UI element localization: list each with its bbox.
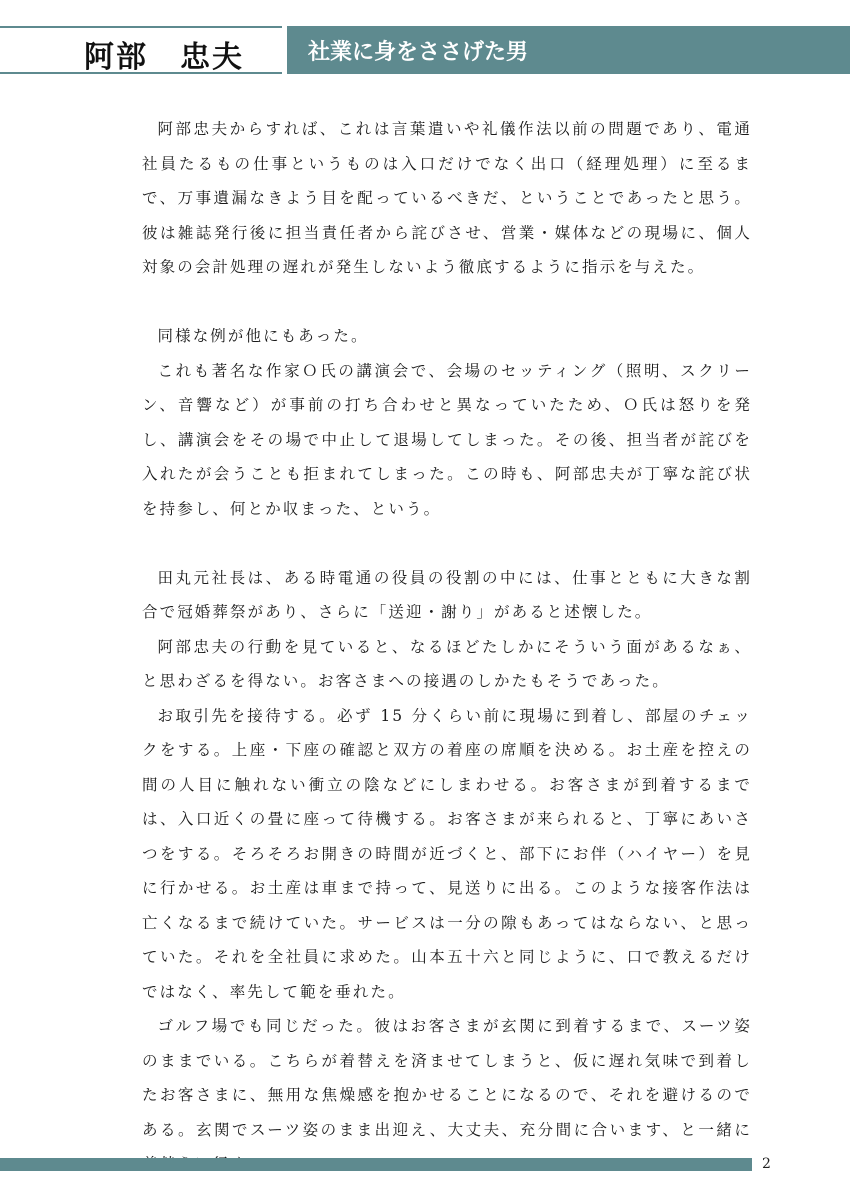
author-name: 阿部 忠夫 [84, 40, 244, 75]
paragraph-gap [142, 526, 752, 561]
chapter-title: 社業に身をささげた男 [308, 40, 529, 65]
author-name-box [0, 26, 282, 74]
page-header [0, 26, 850, 74]
body-text [142, 112, 752, 1182]
paragraph: 阿部忠夫からすれば、これは言葉遣いや礼儀作法以前の問題であり、電通社員たるもの仕事というものは入口だけでなく出口（経理処理）に至るまで、万事遺漏なきよう目を配っているべきだ、ということであったと思う。彼は雑誌発行後に担当責任者から詫びさせ、営業・媒体などの現場に、個人対象の会計処理の遅れが発生しないよう徹底するように指示を与えた。 [142, 120, 752, 276]
chapter-title-banner [284, 26, 850, 74]
paragraph: お取引先を接待する。必ず 15 分くらい前に現場に到着し、部屋のチェックをする。上座・下座の確認と双方の着座の席順を決める。お土産を控えの間の人目に触れない衝立の陰などにしまわせる。お客さまが到着するまでは、入口近くの畳に座って待機する。お客さまが来られると、丁寧にあいさつをする。そろそろお開きの時間が近づくと、部下にお伴（ハイヤー）を見に行かせる。お土産は車まで持って、見送りに出る。このような接客作法は亡くなるまで続けていた。サービスは一分の隙もあってはならない、と思っていた。それを全社員に求めた。山本五十六と同じように、口で教えるだけではなく、率先して範を垂れた。 [142, 706, 752, 1001]
paragraph: 同様な例が他にもあった。 [157, 327, 369, 345]
paragraph: これも著名な作家Ｏ氏の講演会で、会場のセッティング（照明、スクリーン、音響など）が事前の打ち合わせと異なっていたため、Ｏ氏は怒りを発し、講演会をその場で中止して退場してしまった。その後、担当者が詫びを入れたが会うことも拒まれてしまった。この時も、阿部忠夫が丁寧な詫び状を持参し、何とか収まった、という。 [142, 361, 752, 518]
paragraph-gap [142, 285, 752, 320]
footer-bar [0, 1158, 752, 1171]
paragraph: 田丸元社長は、ある時電通の役員の役割の中には、仕事とともに大きな割合で冠婚葬祭があり、さらに「送迎・謝り」があると述懐した。 [142, 568, 752, 621]
paragraph: 阿部忠夫の行動を見ていると、なるほどたしかにそういう面があるなぁ、と思わざるを得ない。お客さまへの接遇のしかたもそうであった。 [142, 637, 752, 690]
paragraph: ゴルフ場でも同じだった。彼はお客さまが玄関に到着するまで、スーツ姿のままでいる。こちらが着替えを済ませてしまうと、仮に遅れ気味で到着したお客さまに、無用な焦燥感を抱かせることになるので、それを避けるのである。玄関でスーツ姿のまま出迎え、大丈夫、充分間に合います、と一緒に [142, 1017, 752, 1139]
page-number: 2 [762, 1156, 771, 1172]
